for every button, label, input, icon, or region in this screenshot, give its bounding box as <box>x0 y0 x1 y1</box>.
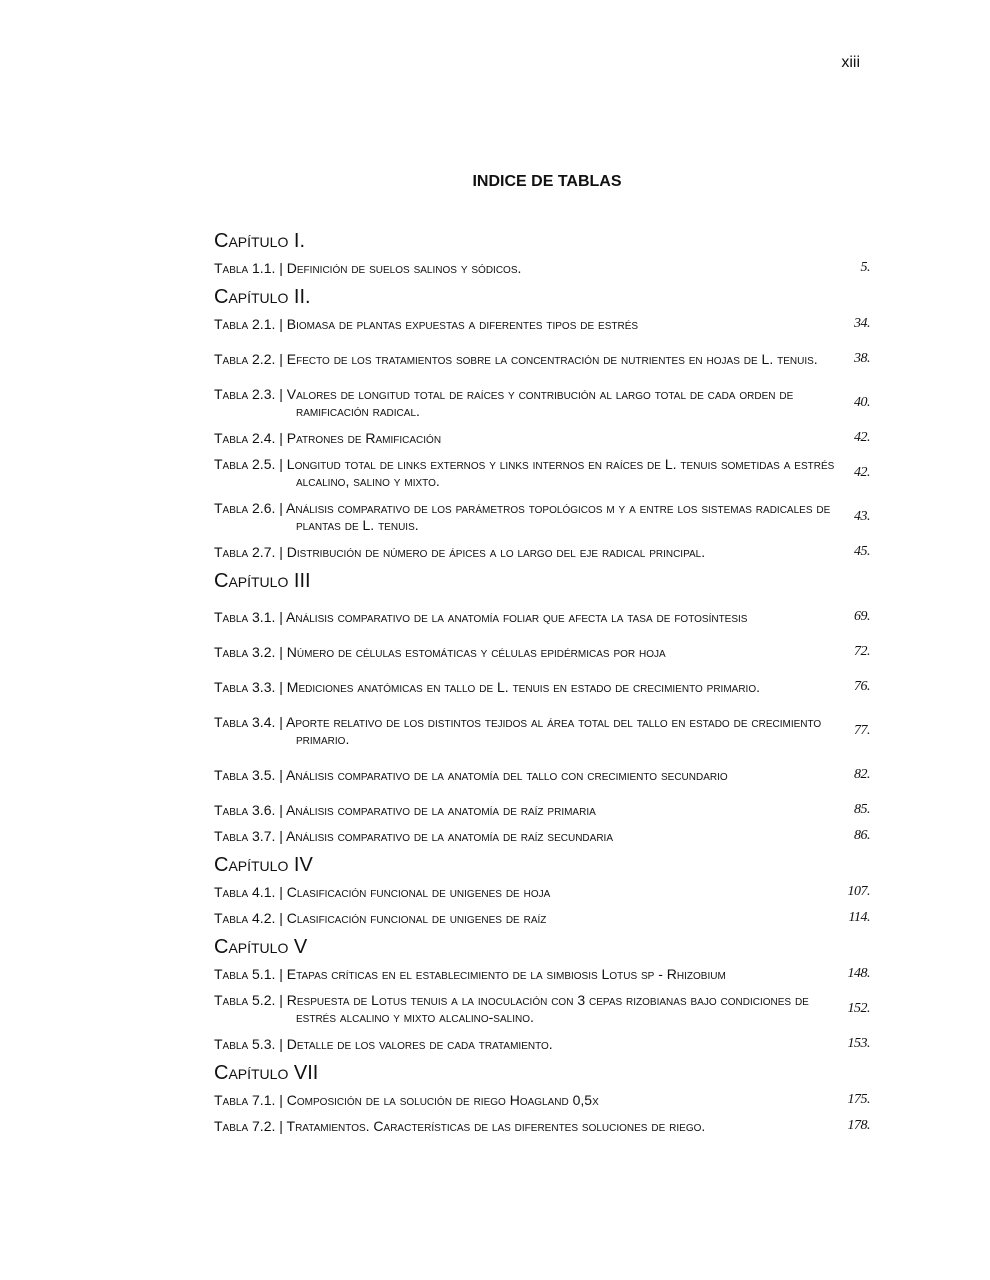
entry-page-number: 43. <box>854 509 870 524</box>
toc-entry[interactable] <box>214 1031 870 1057</box>
entry-title: Tabla 7.1. | Composición de la solución de riego Hoagland 0,5x <box>214 1091 599 1108</box>
toc-entry[interactable] <box>214 595 870 639</box>
entry-page-number: 42. <box>854 465 870 480</box>
toc-entry[interactable] <box>214 665 870 709</box>
toc-entry[interactable] <box>214 1113 870 1139</box>
toc-entry[interactable] <box>214 1087 870 1113</box>
toc-entry[interactable] <box>214 879 870 905</box>
entry-page-number: 107. <box>847 884 870 899</box>
entry-page-number: 45. <box>854 544 870 559</box>
entry-page-number: 148. <box>847 966 870 981</box>
toc-entry[interactable] <box>214 987 870 1031</box>
entry-title: Tabla 2.3. | Valores de longitud total de raíces y contribución al largo total de cada orden de ramificación radical. <box>214 386 794 419</box>
entry-page-number: 77. <box>854 723 870 738</box>
entry-page-number: 178. <box>847 1118 870 1133</box>
toc-entry[interactable] <box>214 451 870 495</box>
toc-entry[interactable] <box>214 381 870 425</box>
entry-page-number: 153. <box>847 1036 870 1051</box>
entry-page-number: 86. <box>854 828 870 843</box>
entry-page-number: 152. <box>847 1001 870 1016</box>
entry-title: Tabla 2.6. | Análisis comparativo de los parámetros topológicos m y a entre los sistemas radicales de plantas de L. tenuis. <box>214 500 831 533</box>
toc-entry[interactable] <box>214 255 870 281</box>
toc-entry[interactable] <box>214 311 870 337</box>
chapter-heading: Capítulo IV <box>214 854 313 876</box>
entry-page-number: 34. <box>854 316 870 331</box>
table-index <box>214 229 870 1139</box>
entry-page-number: 85. <box>854 802 870 817</box>
chapter-heading: Capítulo II. <box>214 286 311 308</box>
entry-page-number: 42. <box>854 430 870 445</box>
entry-page-number: 114. <box>848 910 870 925</box>
entry-title: Tabla 2.7. | Distribución de número de ápices a lo largo del eje radical principal. <box>214 543 706 560</box>
entry-page-number: 69. <box>854 609 870 624</box>
entry-title: Tabla 3.2. | Número de células estomáticas y células epidérmicas por hoja <box>214 643 666 660</box>
entry-title: Tabla 1.1. | Definición de suelos salinos y sódicos. <box>214 259 522 276</box>
entry-title: Tabla 3.1. | Análisis comparativo de la anatomía foliar que afecta la tasa de fotosíntesis <box>214 608 748 625</box>
entry-page-number: 38. <box>854 351 870 366</box>
entry-page-number: 175. <box>847 1092 870 1107</box>
entry-title: Tabla 5.1. | Etapas críticas en el establecimiento de la simbiosis Lotus sp - Rhizobium <box>214 965 726 982</box>
chapter-heading: Capítulo I. <box>214 230 306 252</box>
entry-title: Tabla 2.2. | Efecto de los tratamientos sobre la concentración de nutrientes en hojas de L. tenuis. <box>214 350 818 367</box>
entry-title: Tabla 4.1. | Clasificación funcional de unigenes de hoja <box>214 883 551 900</box>
chapter-heading: Capítulo III <box>214 570 311 592</box>
chapter-heading: Capítulo V <box>214 936 308 958</box>
toc-entry[interactable] <box>214 639 870 665</box>
toc-entry[interactable] <box>214 495 870 539</box>
toc-entry[interactable] <box>214 425 870 451</box>
entry-page-number: 76. <box>854 679 870 694</box>
entry-title: Tabla 3.6. | Análisis comparativo de la anatomía de raíz primaria <box>214 801 596 818</box>
page-title: INDICE DE TABLAS <box>472 173 622 190</box>
entry-title: Tabla 2.1. | Biomasa de plantas expuestas a diferentes tipos de estrés <box>214 315 639 332</box>
entry-title: Tabla 3.3. | Mediciones anatómicas en tallo de L. tenuis en estado de crecimiento primario. <box>214 678 760 695</box>
entry-title: Tabla 3.4. | Aporte relativo de los distintos tejidos al área total del tallo en estado de crecimiento primario. <box>214 714 822 747</box>
entry-page-number: 82. <box>854 767 870 782</box>
entry-page-number: 40. <box>854 395 870 410</box>
toc-entry[interactable] <box>214 753 870 797</box>
toc-entry[interactable] <box>214 823 870 849</box>
toc-entry[interactable] <box>214 539 870 565</box>
entry-title: Tabla 7.2. | Tratamientos. Características de las diferentes soluciones de riego. <box>214 1117 706 1134</box>
toc-entry[interactable] <box>214 337 870 381</box>
entry-title: Tabla 2.4. | Patrones de Ramificación <box>214 429 442 446</box>
toc-entry[interactable] <box>214 709 870 753</box>
toc-entry[interactable] <box>214 797 870 823</box>
entry-title: Tabla 5.3. | Detalle de los valores de cada tratamiento. <box>214 1035 553 1052</box>
entry-title: Tabla 2.5. | Longitud total de links externos y links internos en raíces de L. tenuis sometidas a estrés alcalino, salino y mixto. <box>214 456 835 489</box>
page-number: xiii <box>841 54 860 71</box>
entry-title: Tabla 3.7. | Análisis comparativo de la anatomía de raíz secundaria <box>214 827 613 844</box>
entry-title: Tabla 4.2. | Clasificación funcional de unigenes de raíz <box>214 909 547 926</box>
toc-entry[interactable] <box>214 905 870 931</box>
entry-title: Tabla 5.2. | Respuesta de Lotus tenuis a la inoculación con 3 cepas rizobianas bajo condiciones de estrés alcalino y mixto alcalino-salino. <box>214 992 809 1025</box>
entry-page-number: 5. <box>860 260 870 275</box>
entry-page-number: 72. <box>854 644 870 659</box>
chapter-heading: Capítulo VII <box>214 1062 319 1084</box>
toc-entry[interactable] <box>214 961 870 987</box>
entry-title: Tabla 3.5. | Análisis comparativo de la anatomía del tallo con crecimiento secundario <box>214 766 728 783</box>
